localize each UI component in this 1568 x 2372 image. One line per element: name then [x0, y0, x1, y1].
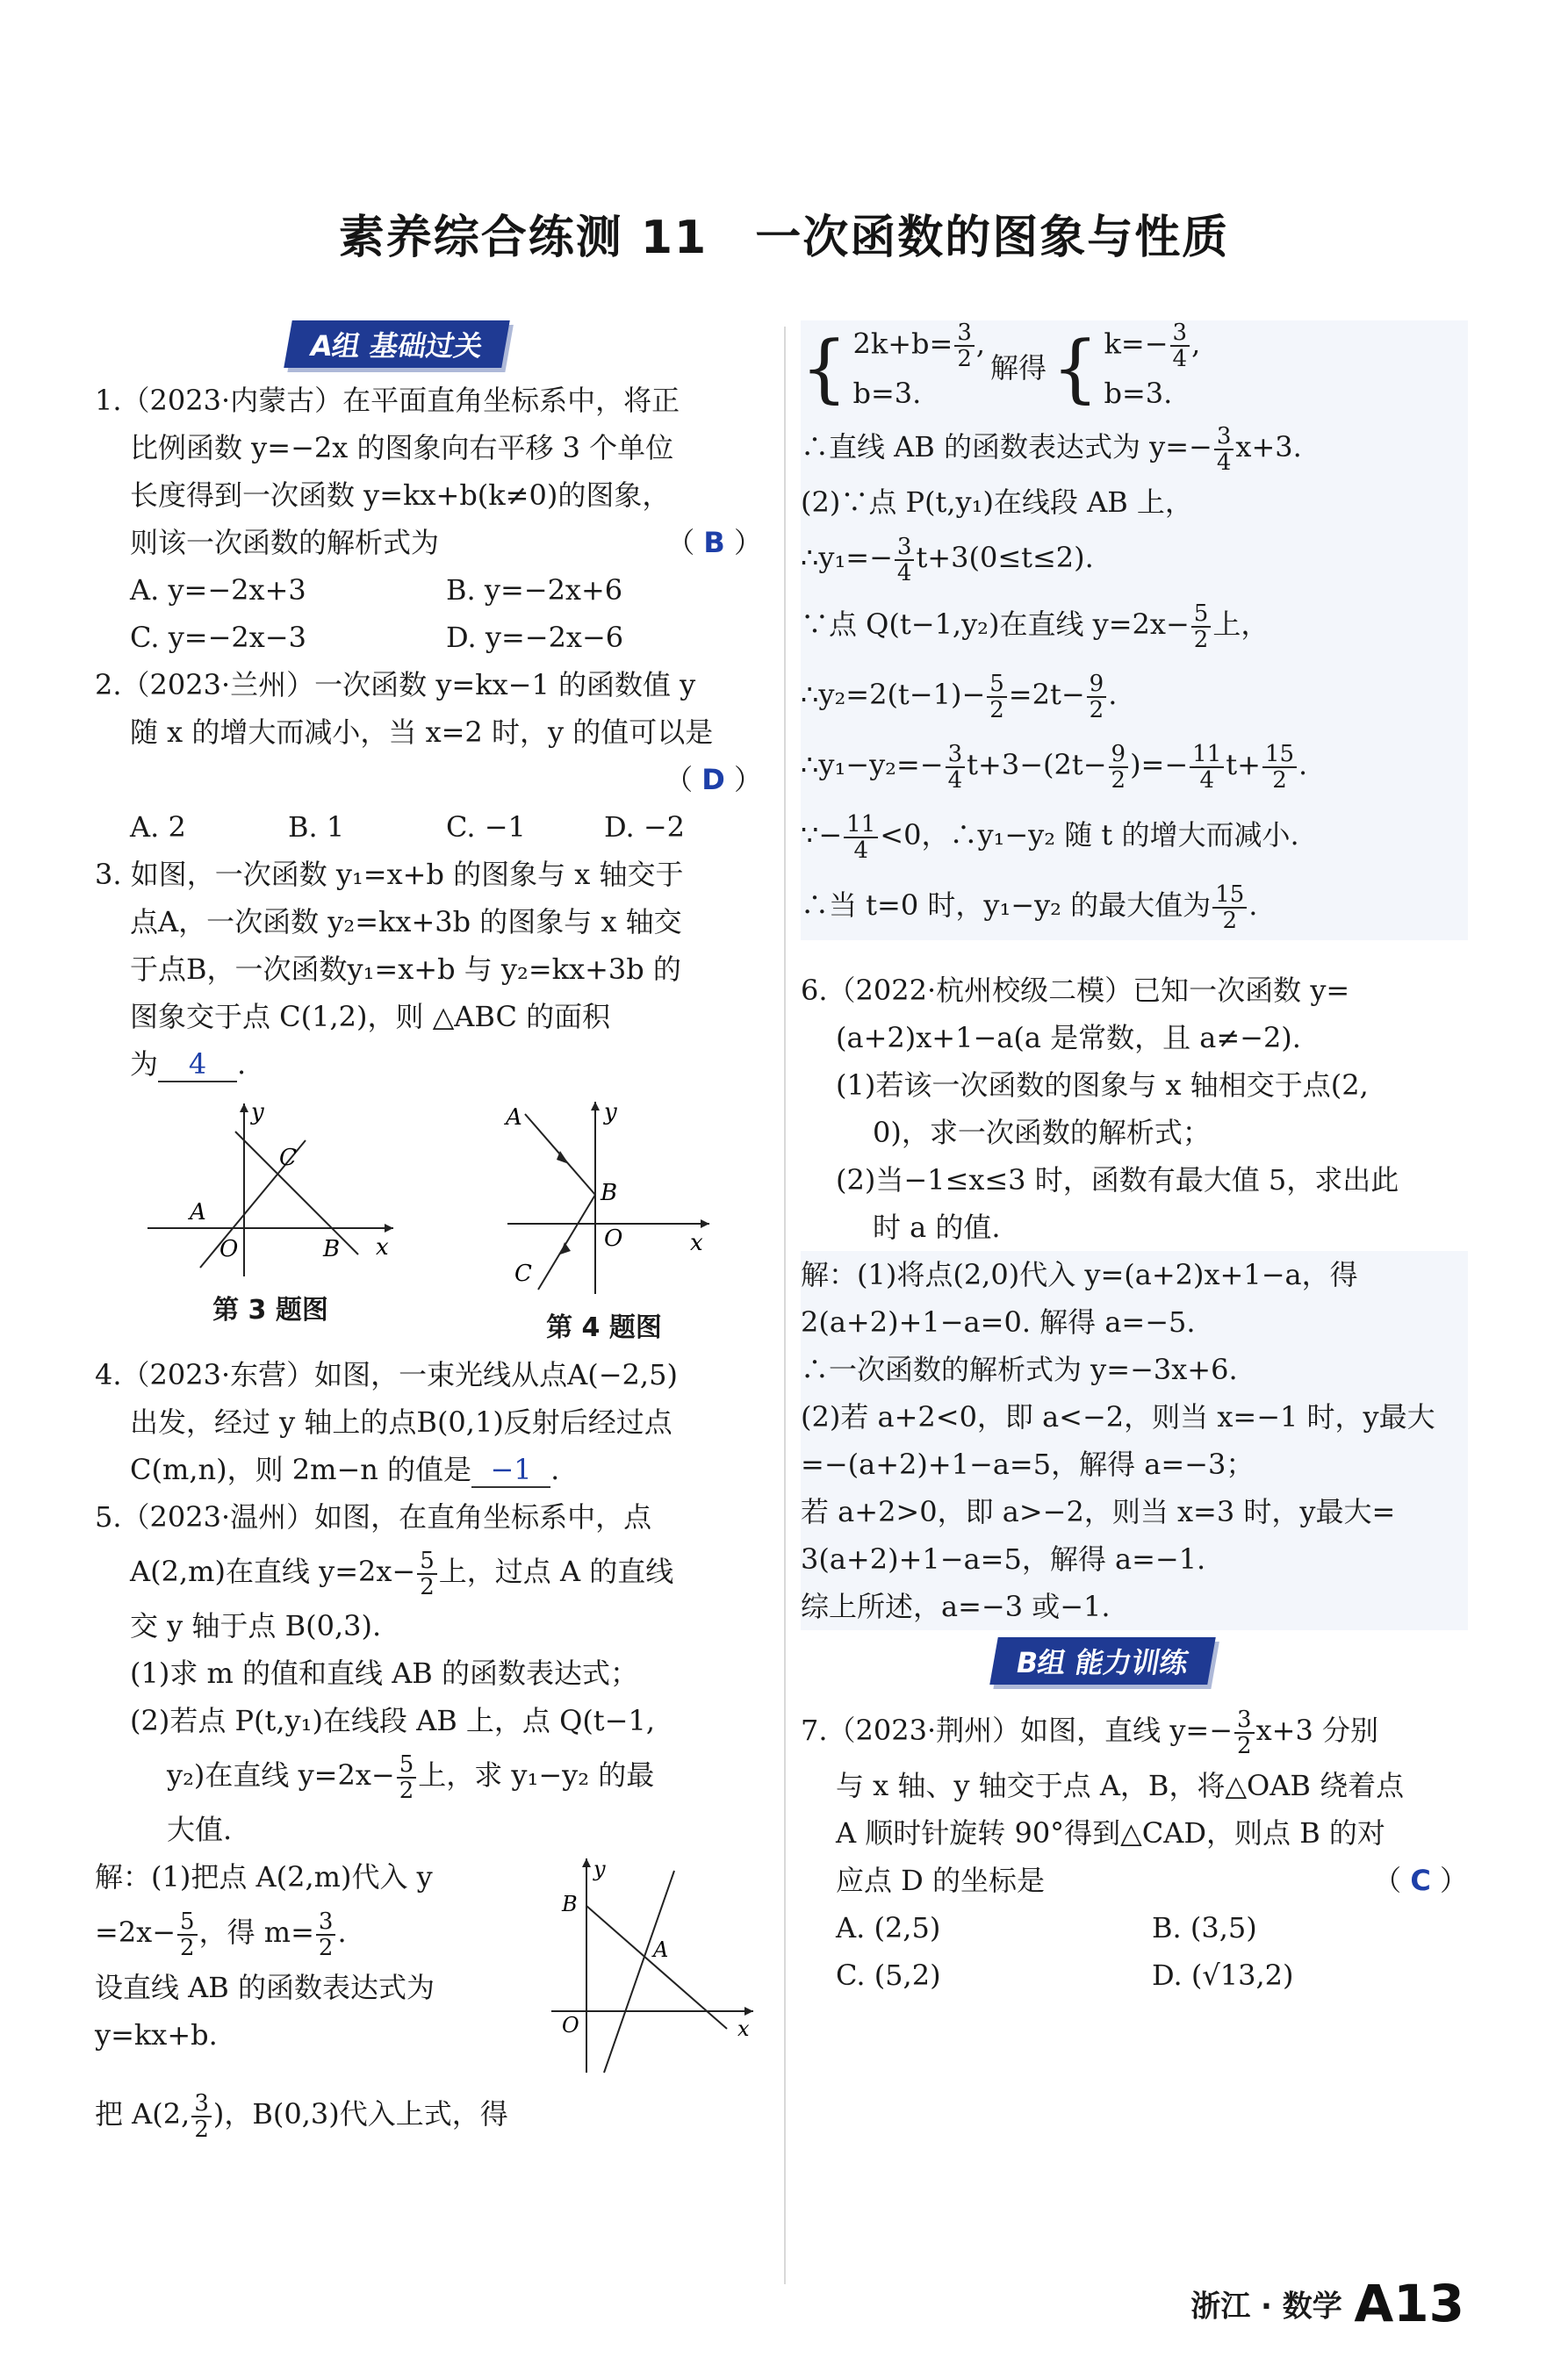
question-2	[95, 661, 762, 851]
right-column	[801, 320, 1468, 1999]
figure-3-graph	[139, 1096, 402, 1281]
q6-line2: (a+2)x+1−a(a 是常数，且 a≠−2).	[836, 1021, 1301, 1054]
column-divider	[784, 327, 786, 2284]
q5-line1: 5.（2023·温州）如图，在直角坐标系中，点	[95, 1500, 652, 1534]
q5-line7: 大值.	[167, 1813, 233, 1846]
q3-answer: 4	[158, 1047, 237, 1082]
q6-line5: (2)当−1≤x≤3 时，函数有最大值 5，求出此	[836, 1163, 1399, 1197]
svg-text:x: x	[690, 1230, 703, 1256]
q6-line1: 6.（2022·杭州校级二模）已知一次函数 y=	[801, 974, 1350, 1007]
figure-4-caption: 第 4 题图	[546, 1312, 662, 1343]
q5-line4: (1)求 m 的值和直线 AB 的函数表达式；	[130, 1657, 638, 1690]
question-4	[95, 1351, 762, 1493]
q7-line1: 7.（2023·荆州）如图，直线 y=− $\frac{3}{2}$ x+3 分别	[801, 1706, 1378, 1759]
q7-line2: 与 x 轴、y 轴交于点 A，B，将△OAB 绕着点	[836, 1769, 1405, 1802]
right-line7: ∵− $\frac{11}{4}$ <0，∴y₁−y₂ 随 t 的增大而减小.	[801, 810, 1299, 864]
q6-line4: 0)，求一次函数的解析式；	[873, 1116, 1211, 1149]
q6-sol-line2: 2(a+2)+1−a=0. 解得 a=−5.	[801, 1305, 1196, 1339]
question-1	[95, 377, 762, 661]
q2-option-c: C. −1	[446, 810, 526, 844]
q7-option-b: B. (3,5)	[1152, 1911, 1257, 1944]
q6-sol-line8: 综上所述，a=−3 或−1.	[801, 1590, 1111, 1623]
right-line5: ∴y₂=2(t−1)− $\frac{5}{2}$ =2t− $\frac{9}{2}$ .	[801, 670, 1118, 723]
q7-option-c: C. (5,2)	[836, 1959, 941, 1992]
q6-sol-line5: =−(a+2)+1−a=5，解得 a=−3；	[801, 1448, 1255, 1481]
footer-label: 浙江 · 数学	[1190, 2289, 1342, 2325]
question-7	[801, 1699, 1468, 1999]
q2-line2: 随 x 的增大而减小，当 x=2 时，y 的值可以是	[130, 715, 714, 749]
q1-line1: 1.（2023·内蒙古）在平面直角坐标系中，将正	[95, 384, 680, 417]
q6-line3: (1)若该一次函数的图象与 x 轴相交于点(2,	[836, 1068, 1369, 1102]
q4-line2: 出发，经过 y 轴上的点B(0,1)反射后经过点	[130, 1405, 673, 1439]
group-a-badge: A组 基础过关	[284, 320, 509, 368]
question-6	[801, 967, 1468, 1251]
q1-line4: 则该一次函数的解析式为 （ B ）	[130, 526, 762, 559]
q7-line4: 应点 D 的坐标是 （ C ）	[836, 1864, 1468, 1897]
q6-sol-line7: 3(a+2)+1−a=5，解得 a=−1.	[801, 1542, 1206, 1576]
q3-line4: 图象交于点 C(1,2)，则 △ABC 的面积	[130, 1000, 611, 1033]
group-b-badge: B组 能力训练	[989, 1637, 1215, 1685]
q2-answer: D	[701, 763, 725, 796]
figures-3-4	[95, 1096, 762, 1344]
svg-text:C: C	[279, 1145, 297, 1171]
q5-solution-continued	[801, 320, 1468, 940]
sol5-line5: 把 A(2, $\frac{3}{2}$ )，B(0,3)代入上式，得	[95, 2089, 508, 2143]
svg-text:y: y	[251, 1099, 264, 1125]
svg-text:O: O	[562, 2013, 579, 2038]
q7-option-d: D. (√13,2)	[1152, 1959, 1294, 1992]
q5-line5: (2)若点 P(t,y₁)在线段 AB 上，点 Q(t−1,	[130, 1704, 656, 1737]
q1-line2: 比例函数 y=−2x 的图象向右平移 3 个单位	[130, 431, 674, 464]
svg-text:A: A	[190, 1199, 206, 1226]
q4-line1: 4.（2023·东营）如图，一束光线从点A(−2,5)	[95, 1358, 678, 1391]
figure-4-graph	[490, 1096, 718, 1298]
svg-text:O: O	[604, 1226, 623, 1252]
q4-line3: C(m,n)，则 2m−n 的值是 −1 .	[130, 1453, 560, 1486]
q3-line1: 3. 如图，一次函数 y₁=x+b 的图象与 x 轴交于	[95, 858, 684, 891]
question-5	[95, 1493, 762, 1853]
q7-answer: C	[1410, 1864, 1431, 1897]
question-3	[95, 851, 762, 1088]
q7-option-a: A. (2,5)	[836, 1911, 941, 1944]
q6-sol-line4: (2)若 a+2<0，即 a<−2，则当 x=−1 时，y最大	[801, 1400, 1435, 1434]
q1-option-a: A. y=−2x+3	[130, 573, 306, 607]
figure-3-caption: 第 3 题图	[212, 1295, 328, 1326]
sol5-line3: 设直线 AB 的函数表达式为	[95, 1971, 435, 2004]
q2-option-d: D. −2	[604, 810, 686, 844]
q2-option-b: B. 1	[288, 810, 345, 844]
q5-solution	[95, 1853, 762, 2081]
svg-text:B: B	[323, 1236, 341, 1262]
svg-text:x: x	[376, 1234, 389, 1261]
right-line1: ∴直线 AB 的函数表达式为 y=− $\frac{3}{4}$ x+3.	[801, 422, 1302, 476]
q5-line6: y₂)在直线 y=2x− $\frac{5}{2}$ 上，求 y₁−y₂ 的最	[167, 1750, 655, 1804]
right-line2: (2)∵点 P(t,y₁)在线段 AB 上，	[801, 485, 1193, 519]
svg-text:x: x	[737, 2016, 750, 2041]
q1-options-1	[95, 566, 762, 614]
q3-line3: 于点B，一次函数y₁=x+b 与 y₂=kx+3b 的	[130, 952, 681, 986]
page-footer	[1190, 2274, 1464, 2333]
q6-sol-line6: 若 a+2>0，即 a>−2，则当 x=3 时，y最大=	[801, 1495, 1396, 1528]
sol5-line2: =2x− $\frac{5}{2}$ ，得 m= $\frac{3}{2}$ .	[95, 1908, 347, 1961]
q2-line1: 2.（2023·兰州）一次函数 y=kx−1 的函数值 y	[95, 668, 696, 701]
q6-line6: 时 a 的值.	[873, 1211, 1001, 1244]
left-column	[95, 320, 762, 2146]
q6-sol-line3: ∴一次函数的解析式为 y=−3x+6.	[801, 1353, 1238, 1386]
svg-text:A: A	[653, 1937, 669, 1962]
equation-systems: { 2k+b= $\frac{3}{2}$ , b=3. 解得 { k=− $\frac{3}{4}$ , b=3.	[801, 320, 1468, 415]
svg-text:A: A	[506, 1104, 522, 1131]
right-line4: ∵点 Q(t−1,y₂)在直线 y=2x− $\frac{5}{2}$ 上，	[801, 600, 1270, 653]
q1-options-2	[95, 614, 762, 661]
q5-line3: 交 y 轴于点 B(0,3).	[130, 1609, 382, 1642]
system-a-line1: 2k+b= $\frac{3}{2}$ ,	[852, 320, 986, 372]
q3-line5: 为 4 .	[130, 1047, 247, 1081]
q5-figure	[543, 1853, 762, 2081]
page-number: A13	[1354, 2274, 1464, 2333]
svg-text:O: O	[219, 1236, 239, 1262]
q1-line3: 长度得到一次函数 y=kx+b(k≠0)的图象，	[130, 478, 671, 512]
q2-options	[95, 803, 762, 851]
svg-text:y: y	[604, 1099, 617, 1125]
q1-option-b: B. y=−2x+6	[446, 573, 623, 607]
q3-line2: 点A，一次函数 y₂=kx+3b 的图象与 x 轴交	[130, 905, 682, 938]
q2-answer-line: （ D ）	[665, 763, 762, 796]
q5-line2: A(2,m)在直线 y=2x− $\frac{5}{2}$ 上，过点 A 的直线	[130, 1547, 674, 1600]
svg-text:B: B	[562, 1892, 578, 1916]
q6-sol-line1: 解：(1)将点(2,0)代入 y=(a+2)x+1−a，得	[801, 1258, 1358, 1291]
q7-options-2	[801, 1952, 1468, 1999]
q2-option-a: A. 2	[130, 810, 186, 844]
right-line8: ∴当 t=0 时，y₁−y₂ 的最大值为 $\frac{15}{2}$ .	[801, 881, 1258, 934]
system-a-line2: b=3.	[852, 377, 922, 410]
q4-answer: −1	[471, 1453, 550, 1488]
solved-label: 解得	[990, 351, 1047, 385]
figure-4	[490, 1096, 718, 1344]
svg-text:B: B	[601, 1180, 618, 1206]
figure-3	[139, 1096, 402, 1344]
q7-options-1	[801, 1904, 1468, 1952]
q1-option-d: D. y=−2x−6	[446, 621, 624, 654]
q1-answer: B	[703, 526, 725, 559]
sol5-line4: y=kx+b.	[95, 2018, 218, 2052]
q6-solution	[801, 1251, 1468, 1630]
right-line6: ∴y₁−y₂=− $\frac{3}{4}$ t+3−(2t− $\frac{9}{2}$ )=− $\frac{11}{4}$ t+ $\frac{15}{2}$ .	[801, 740, 1308, 794]
system-b-line2: b=3.	[1104, 377, 1173, 410]
sol5-line1: 解：(1)把点 A(2,m)代入 y	[95, 1860, 433, 1894]
q7-line3: A 顺时针旋转 90°得到△CAD，则点 B 的对	[836, 1816, 1385, 1850]
system-b-line1: k=− $\frac{3}{4}$ ,	[1104, 320, 1201, 372]
svg-text:y: y	[593, 1857, 606, 1881]
right-line3: ∴y₁=− $\frac{3}{4}$ t+3(0≤t≤2).	[801, 533, 1094, 586]
svg-text:C: C	[514, 1261, 532, 1287]
q1-option-c: C. y=−2x−3	[130, 621, 306, 654]
page-title: 素养综合练测 11 一次函数的图象与性质	[338, 212, 1230, 264]
